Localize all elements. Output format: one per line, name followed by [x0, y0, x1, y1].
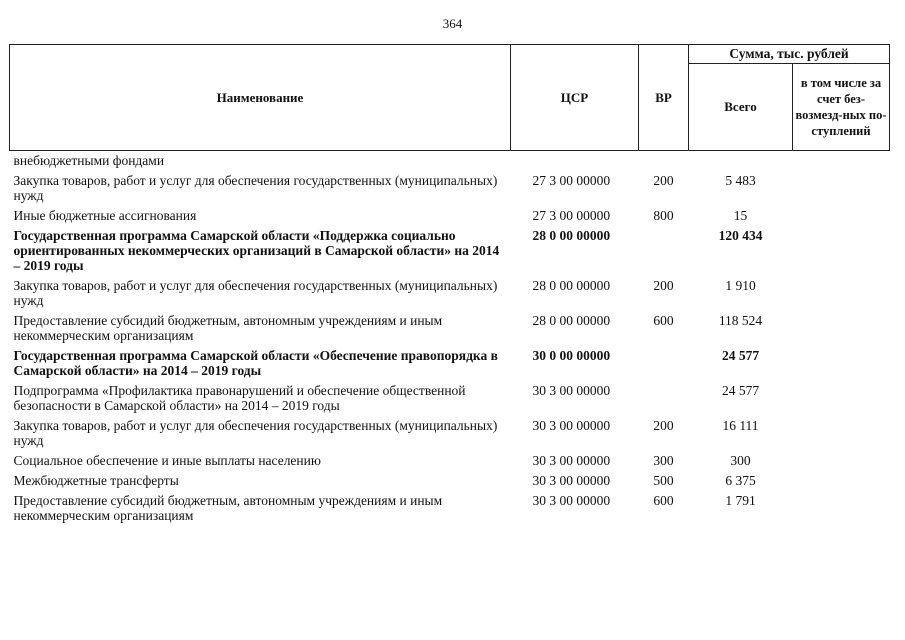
- header-sum: Сумма, тыс. рублей: [689, 45, 890, 64]
- row-csr: 30 3 00 00000: [532, 453, 611, 468]
- row-incl-grants: [793, 471, 890, 491]
- row-total: 1 791: [725, 493, 756, 508]
- row-name: Закупка товаров, работ и услуг для обеспечения государственных (муниципальных) нужд: [13, 418, 498, 448]
- table-row: [10, 171, 890, 206]
- row-csr: 27 3 00 00000: [532, 173, 611, 188]
- row-csr: [511, 151, 639, 172]
- row-csr: 27 3 00 00000: [532, 208, 611, 223]
- row-csr: 30 3 00 00000: [532, 418, 611, 433]
- table-row: [10, 206, 890, 226]
- row-total: 6 375: [725, 473, 756, 488]
- row-name: Предоставление субсидий бюджетным, автономным учреждениям и иным некоммерческим организациям: [13, 493, 443, 523]
- row-vr: 600: [653, 493, 674, 508]
- row-name: Подпрограмма «Профилактика правонарушений и обеспечение общественной безопасности в Самарской области» на 2014 – 2019 годы: [13, 383, 466, 413]
- row-csr: 30 3 00 00000: [532, 493, 611, 508]
- row-name: Межбюджетные трансферты: [13, 473, 179, 488]
- row-csr: 28 0 00 00000: [532, 278, 611, 293]
- row-total: 16 111: [722, 418, 759, 433]
- row-total: 300: [730, 453, 751, 468]
- table-body: [10, 151, 890, 527]
- budget-table: [9, 44, 890, 526]
- row-incl-grants: [793, 346, 890, 381]
- table-row: [10, 381, 890, 416]
- row-vr: 800: [653, 208, 674, 223]
- table-row: [10, 491, 890, 526]
- row-total: 15: [733, 208, 748, 223]
- header-vr: ВР: [639, 45, 689, 151]
- table-row: [10, 276, 890, 311]
- row-name: Закупка товаров, работ и услуг для обеспечения государственных (муниципальных) нужд: [13, 173, 498, 203]
- row-incl-grants: [793, 226, 890, 276]
- header-name: Наименование: [10, 45, 511, 151]
- row-vr: [639, 381, 689, 416]
- row-csr: 28 0 00 00000: [532, 313, 611, 328]
- row-csr: 30 3 00 00000: [532, 383, 611, 398]
- row-incl-grants: [793, 451, 890, 471]
- row-csr: 30 0 00 00000: [532, 348, 611, 363]
- row-incl-grants: [793, 276, 890, 311]
- row-name: Закупка товаров, работ и услуг для обеспечения государственных (муниципальных) нужд: [13, 278, 498, 308]
- table-row: [10, 451, 890, 471]
- table-row: [10, 311, 890, 346]
- row-incl-grants: [793, 206, 890, 226]
- page-number: 364: [442, 16, 463, 31]
- row-total: 120 434: [718, 228, 763, 243]
- row-name: Государственная программа Самарской области «Обеспечение правопорядка в Самарской области» на 2014 – 2019 годы: [13, 348, 498, 378]
- table-row: [10, 416, 890, 451]
- row-total: 1 910: [725, 278, 756, 293]
- row-vr: 600: [653, 313, 674, 328]
- row-name: Социальное обеспечение и иные выплаты населению: [13, 453, 321, 468]
- row-name: Иные бюджетные ассигнования: [13, 208, 197, 223]
- row-incl-grants: [793, 491, 890, 526]
- table-row: [10, 346, 890, 381]
- row-vr: 500: [653, 473, 674, 488]
- row-incl-grants: [793, 151, 890, 172]
- table-row: [10, 151, 890, 172]
- row-vr: [639, 151, 689, 172]
- row-vr: [639, 226, 689, 276]
- row-name: Предоставление субсидий бюджетным, автономным учреждениям и иным некоммерческим организациям: [13, 313, 443, 343]
- row-vr: 200: [653, 173, 674, 188]
- row-vr: 200: [653, 278, 674, 293]
- row-total: 24 577: [721, 383, 760, 398]
- row-incl-grants: [793, 171, 890, 206]
- row-vr: [639, 346, 689, 381]
- row-total: 5 483: [725, 173, 756, 188]
- row-total: 24 577: [721, 348, 760, 363]
- table-row: [10, 471, 890, 491]
- row-name: внебюджетными фондами: [13, 153, 165, 168]
- table-row: [10, 226, 890, 276]
- header-incl-grants: в том числе за счет без-возмезд-ных по-ступлений: [793, 64, 890, 151]
- row-total: 118 524: [718, 313, 763, 328]
- header-total: Всего: [689, 64, 793, 151]
- row-incl-grants: [793, 416, 890, 451]
- row-csr: 28 0 00 00000: [532, 228, 611, 243]
- table-header: [10, 45, 890, 151]
- row-incl-grants: [793, 381, 890, 416]
- row-vr: 300: [653, 453, 674, 468]
- row-total: [689, 151, 793, 172]
- header-csr: ЦСР: [511, 45, 639, 151]
- row-incl-grants: [793, 311, 890, 346]
- row-vr: 200: [653, 418, 674, 433]
- row-csr: 30 3 00 00000: [532, 473, 611, 488]
- row-name: Государственная программа Самарской области «Поддержка социально ориентированных некоммерческих организаций в Самарской области» на 2014 – 2019 годы: [13, 228, 500, 273]
